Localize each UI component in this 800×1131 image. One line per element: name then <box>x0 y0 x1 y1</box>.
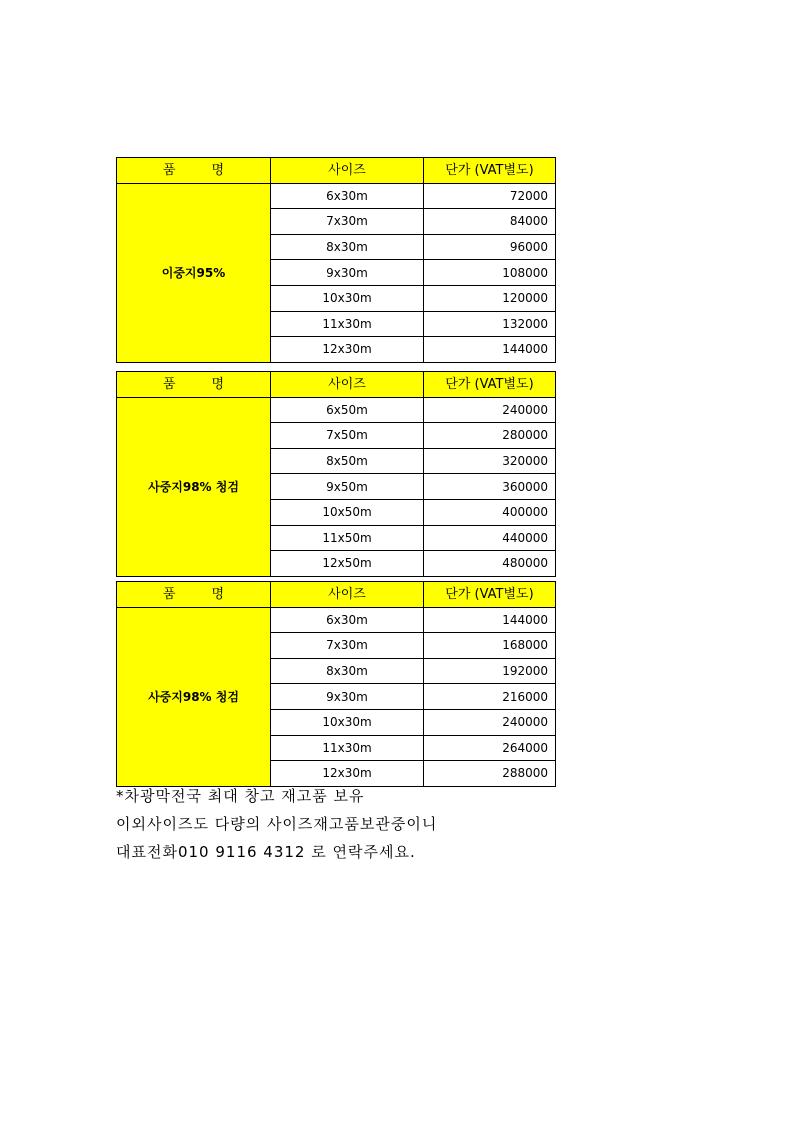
header-price: 단가 (VAT별도) <box>424 372 556 398</box>
size-cell: 7x50m <box>271 423 424 449</box>
price-cell: 144000 <box>424 337 556 363</box>
size-cell: 11x50m <box>271 525 424 551</box>
size-cell: 7x30m <box>271 209 424 235</box>
price-cell: 192000 <box>424 658 556 684</box>
price-table-1 <box>116 157 556 363</box>
size-cell: 9x50m <box>271 474 424 500</box>
product-name-cell: 이중지95% <box>117 183 271 362</box>
header-size: 사이즈 <box>271 582 424 608</box>
product-name-cell: 사중지98% 청검 <box>117 397 271 576</box>
table-header-row <box>117 582 556 608</box>
size-cell: 8x30m <box>271 658 424 684</box>
price-cell: 144000 <box>424 607 556 633</box>
price-cell: 72000 <box>424 183 556 209</box>
price-cell: 108000 <box>424 260 556 286</box>
table-row <box>117 183 556 209</box>
size-cell: 6x30m <box>271 183 424 209</box>
header-price: 단가 (VAT별도) <box>424 158 556 184</box>
size-cell: 10x30m <box>271 285 424 311</box>
size-cell: 9x30m <box>271 684 424 710</box>
note-line-contact: 대표전화010 9116 4312 로 연락주세요. <box>116 843 416 861</box>
notes-block <box>116 785 437 869</box>
note-line-other-sizes: 이외사이즈도 다량의 사이즈재고품보관중이니 <box>116 815 438 833</box>
header-product-name: 품 명 <box>117 372 271 398</box>
size-cell: 10x50m <box>271 499 424 525</box>
price-cell: 132000 <box>424 311 556 337</box>
size-cell: 12x30m <box>271 761 424 787</box>
price-cell: 288000 <box>424 761 556 787</box>
size-cell: 6x30m <box>271 607 424 633</box>
price-cell: 264000 <box>424 735 556 761</box>
size-cell: 12x30m <box>271 337 424 363</box>
price-cell: 84000 <box>424 209 556 235</box>
price-cell: 120000 <box>424 285 556 311</box>
size-cell: 11x30m <box>271 311 424 337</box>
table-row <box>117 607 556 633</box>
price-cell: 240000 <box>424 397 556 423</box>
header-size: 사이즈 <box>271 158 424 184</box>
price-cell: 280000 <box>424 423 556 449</box>
price-cell: 320000 <box>424 448 556 474</box>
size-cell: 10x30m <box>271 709 424 735</box>
table-row <box>117 397 556 423</box>
size-cell: 8x50m <box>271 448 424 474</box>
size-cell: 11x30m <box>271 735 424 761</box>
size-cell: 12x50m <box>271 551 424 577</box>
price-table-3 <box>116 581 556 787</box>
price-table-2 <box>116 371 556 577</box>
size-cell: 9x30m <box>271 260 424 286</box>
header-size: 사이즈 <box>271 372 424 398</box>
header-product-name: 품 명 <box>117 582 271 608</box>
price-cell: 216000 <box>424 684 556 710</box>
size-cell: 6x50m <box>271 397 424 423</box>
price-cell: 480000 <box>424 551 556 577</box>
table-header-row <box>117 372 556 398</box>
price-cell: 440000 <box>424 525 556 551</box>
table-header-row <box>117 158 556 184</box>
note-line-stock: *차광막전국 최대 창고 재고품 보유 <box>116 787 365 805</box>
product-name-cell: 사중지98% 청검 <box>117 607 271 786</box>
size-cell: 8x30m <box>271 234 424 260</box>
header-product-name: 품 명 <box>117 158 271 184</box>
price-cell: 400000 <box>424 499 556 525</box>
size-cell: 7x30m <box>271 633 424 659</box>
price-cell: 168000 <box>424 633 556 659</box>
header-price: 단가 (VAT별도) <box>424 582 556 608</box>
price-cell: 96000 <box>424 234 556 260</box>
price-cell: 240000 <box>424 709 556 735</box>
price-cell: 360000 <box>424 474 556 500</box>
